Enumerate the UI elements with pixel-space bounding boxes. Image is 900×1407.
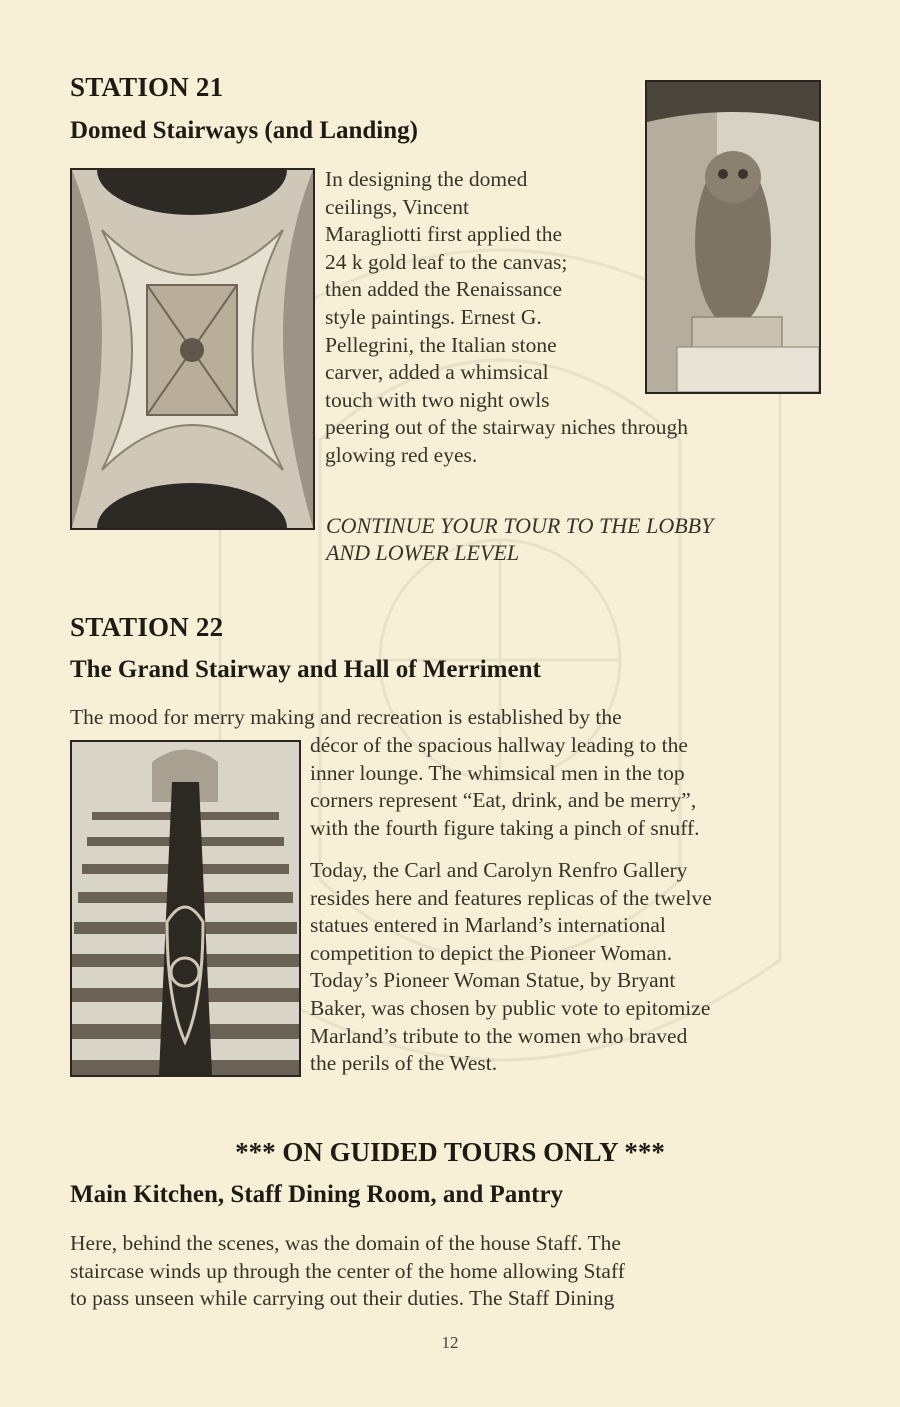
grand-stairway-photo bbox=[70, 740, 301, 1077]
station-22-first-line: The mood for merry making and recreation is established by the bbox=[70, 705, 622, 729]
paragraph-line: Pellegrini, the Italian stone bbox=[325, 332, 557, 357]
guided-tours-banner: *** ON GUIDED TOURS ONLY *** bbox=[235, 1137, 665, 1167]
paragraph-line: Today’s Pioneer Woman Statue, by Bryant bbox=[310, 968, 676, 993]
paragraph-line: statues entered in Marland’s international bbox=[310, 913, 666, 938]
note-line: AND LOWER LEVEL bbox=[326, 540, 520, 565]
station-22-label: STATION 22 bbox=[70, 612, 224, 642]
paragraph-line: In designing the domed bbox=[325, 167, 528, 191]
kitchen-paragraph bbox=[70, 1230, 625, 1313]
owl-statue-photo bbox=[645, 80, 821, 394]
station-22-paragraph-2 bbox=[310, 857, 712, 1078]
page-number: 12 bbox=[441, 1333, 459, 1352]
note-line: CONTINUE YOUR TOUR TO THE LOBBY bbox=[326, 513, 714, 538]
paragraph-line: Baker, was chosen by public vote to epitomize bbox=[310, 995, 711, 1020]
station-21-title: Domed Stairways (and Landing) bbox=[70, 117, 418, 144]
paragraph-line: competition to depict the Pioneer Woman. bbox=[310, 940, 673, 965]
domed-ceiling-photo bbox=[70, 168, 315, 530]
paragraph-line: glowing red eyes. bbox=[325, 442, 478, 467]
kitchen-section-title: Main Kitchen, Staff Dining Room, and Pantry bbox=[70, 1181, 564, 1208]
paragraph-line: the perils of the West. bbox=[310, 1051, 498, 1076]
paragraph-line: Today, the Carl and Carolyn Renfro Gallery bbox=[310, 858, 688, 882]
station-21-label: STATION 21 bbox=[70, 72, 224, 102]
station-22-paragraph-1 bbox=[310, 732, 700, 842]
paragraph-line: style paintings. Ernest G. bbox=[325, 304, 542, 329]
paragraph-line: ceilings, Vincent bbox=[325, 194, 470, 219]
continue-tour-note bbox=[326, 512, 713, 566]
station-21-paragraph bbox=[325, 166, 688, 470]
paragraph-line: staircase winds up through the center of the home allowing Staff bbox=[70, 1258, 625, 1283]
station-22-title: The Grand Stairway and Hall of Merriment bbox=[70, 656, 541, 683]
paragraph-line: inner lounge. The whimsical men in the top bbox=[310, 760, 685, 785]
paragraph-line: corners represent “Eat, drink, and be merry”, bbox=[310, 788, 697, 813]
paragraph-line: 24 k gold leaf to the canvas; bbox=[325, 249, 568, 274]
paragraph-line: to pass unseen while carrying out their duties. The Staff Dining bbox=[70, 1286, 615, 1311]
paragraph-line: with the fourth figure taking a pinch of snuff. bbox=[310, 815, 700, 840]
paragraph-line: Marland’s tribute to the women who braved bbox=[310, 1023, 688, 1048]
paragraph-line: Here, behind the scenes, was the domain of the house Staff. The bbox=[70, 1231, 621, 1255]
paragraph-line: Maragliotti first applied the bbox=[325, 222, 563, 247]
paragraph-line: then added the Renaissance bbox=[325, 277, 563, 302]
paragraph-line: peering out of the stairway niches through bbox=[325, 415, 689, 440]
paragraph-line: carver, added a whimsical bbox=[325, 360, 549, 385]
paragraph-line: resides here and features replicas of the twelve bbox=[310, 885, 712, 910]
paragraph-line: touch with two night owls bbox=[325, 387, 550, 412]
paragraph-line: décor of the spacious hallway leading to the bbox=[310, 733, 688, 757]
